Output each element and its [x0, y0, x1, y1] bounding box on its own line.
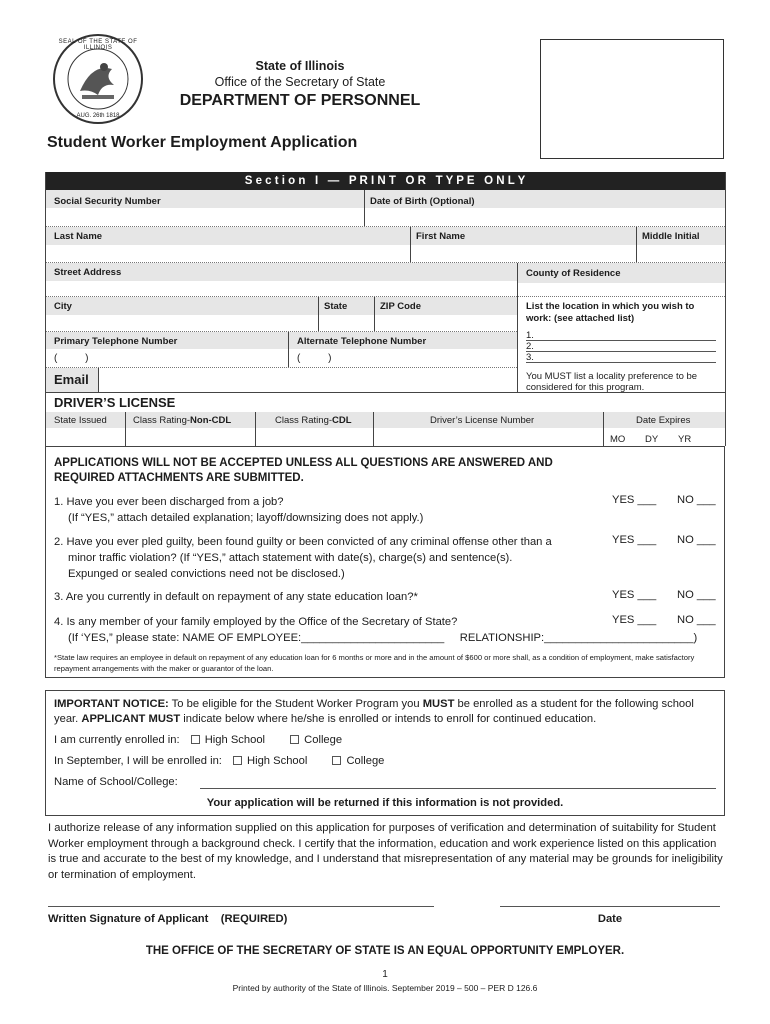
q3-yes[interactable]: YES ___: [612, 589, 657, 601]
seal-text: SEAL OF THE STATE OF ILLINOIS: [58, 39, 138, 51]
alt-phone-field[interactable]: ( ): [297, 353, 332, 364]
photo-box: [540, 39, 724, 159]
current-college-checkbox[interactable]: [290, 735, 299, 744]
signature-line[interactable]: [48, 906, 434, 907]
state-name: State of Illinois: [255, 59, 345, 73]
city-label: City: [54, 301, 72, 312]
email-label: Email: [54, 372, 89, 387]
dob-label: Date of Birth (Optional): [370, 196, 475, 207]
date-label: Date: [597, 913, 623, 925]
location-line-3[interactable]: 3.: [526, 352, 716, 363]
office-name: Office of the Secretary of State: [214, 75, 386, 89]
signature-label: Written Signature of Applicant (REQUIRED): [48, 913, 288, 925]
zip-label: ZIP Code: [380, 301, 421, 312]
license-state-label: State Issued: [54, 415, 107, 426]
q4-text: 4. Is any member of your family employed by the Office of the Secretary of State? (If ‘YES,” please state: NAME OF EMPLOYEE:_______________________ RELATIONSHIP:________________________): [54, 616, 698, 644]
school-name-label: Name of School/College:: [54, 776, 178, 788]
section-bar-text: S e c t i o n I — P R I N T O R T Y P E O N L Y: [244, 175, 526, 187]
page-number: 1: [382, 969, 388, 980]
loan-footnote: *State law requires an employee in default on repayment of any education loan for 6 months or more and in the amount of $600 or more shall, as a condition of employment, make satisfactory repayment arrangements with the maker or guarantor of the loan.: [54, 653, 695, 673]
department-name: DEPARTMENT OF PERSONNEL: [179, 92, 421, 109]
county-label: County of Residence: [526, 268, 621, 279]
license-class-cdl-label: Class Rating-CDL: [275, 415, 352, 426]
q4-yes[interactable]: YES ___: [612, 614, 657, 626]
expires-dy: DY: [645, 434, 659, 445]
current-enrollment-row: I am currently enrolled in: High School College: [54, 734, 343, 746]
q3-no[interactable]: NO ___: [677, 589, 716, 601]
q4-no[interactable]: NO ___: [677, 614, 716, 626]
q1-text: 1. Have you ever been discharged from a job? (If “YES,” attach detailed explanation; layoff/downsizing does not apply.): [54, 496, 424, 524]
returned-warning: Your application will be returned if this information is not provided.: [206, 797, 564, 809]
state-label: State: [324, 301, 348, 312]
city-label-row: [45, 297, 517, 315]
current-high-school-checkbox[interactable]: [191, 735, 200, 744]
school-name-field[interactable]: [200, 788, 716, 789]
street-label: Street Address: [54, 267, 122, 278]
q3-text: 3. Are you currently in default on repayment of any state education loan?*: [54, 591, 418, 603]
state-seal: [52, 33, 144, 125]
section-bar: [45, 172, 725, 190]
q2-no[interactable]: NO ___: [677, 534, 716, 546]
license-title: DRIVER’S LICENSE: [54, 395, 176, 410]
license-expires-label: Date Expires: [636, 415, 691, 426]
form-title: Student Worker Employment Application: [47, 134, 358, 151]
location-line-1[interactable]: 1.: [526, 330, 716, 341]
september-high-school-checkbox[interactable]: [233, 756, 242, 765]
location-note: You MUST list a locality preference to be considered for this program.: [526, 371, 698, 393]
q1-yes[interactable]: YES ___: [612, 494, 657, 506]
warning-text: APPLICATIONS WILL NOT BE ACCEPTED UNLESS ALL QUESTIONS ARE ANSWERED AND REQUIRED ATTACHMENTS ARE SUBMITTED.: [54, 457, 553, 484]
license-class-noncdl-label: Class Rating-Non-CDL: [133, 415, 232, 426]
email-field[interactable]: [99, 368, 516, 392]
expires-mo: MO: [610, 434, 626, 445]
notice-text: IMPORTANT NOTICE: To be eligible for the Student Worker Program you MUST be enrolled as a student for the following school year. APPLICANT MUST indicate below where he/she is enrolled or intends to enroll for continued education.: [54, 698, 694, 725]
eoe-statement: THE OFFICE OF THE SECRETARY OF STATE IS AN EQUAL OPPORTUNITY EMPLOYER.: [145, 945, 625, 957]
printed-by: Printed by authority of the State of Illinois. September 2019 – 500 – PER D 126.6: [232, 983, 538, 993]
primary-phone-field[interactable]: ( ): [54, 353, 89, 364]
primary-phone-label: Primary Telephone Number: [54, 336, 178, 347]
date-line[interactable]: [500, 906, 720, 907]
location-label: List the location in which you wish to work: (see attached list): [526, 301, 695, 324]
ssn-label: Social Security Number: [54, 196, 161, 207]
september-college-checkbox[interactable]: [332, 756, 341, 765]
september-enrollment-row: In September, I will be enrolled in: High School College: [54, 755, 385, 767]
middle-initial-label: Middle Initial: [642, 231, 700, 242]
license-number-label: Driver’s License Number: [430, 415, 535, 426]
first-name-label: First Name: [416, 231, 466, 242]
alt-phone-label: Alternate Telephone Number: [297, 336, 427, 347]
seal-date: AUG. 26th 1818: [76, 113, 120, 119]
q2-yes[interactable]: YES ___: [612, 534, 657, 546]
expires-yr: YR: [678, 434, 692, 445]
name-label-row: [45, 227, 725, 245]
q2-text: 2. Have you ever pled guilty, been found guilty or been convicted of any criminal offense other than a minor traffic violation? (If “YES,” attach statement with date(s), charge(s) and sentence(s). Expunged or sealed convictions need not be disclosed.): [54, 536, 552, 580]
q1-no[interactable]: NO ___: [677, 494, 716, 506]
authorization-text: I authorize release of any information supplied on this application for purposes of verification and determination of suitability for Student Worker employment through a background check. I certify that the information, education and work experience listed on this application is true and accurate to the best of my knowledge, and I understand that misrepresentation of any material may be grounds for ineligibility or termination of employment.: [48, 822, 723, 881]
last-name-label: Last Name: [54, 231, 103, 242]
location-line-2[interactable]: 2.: [526, 341, 716, 352]
